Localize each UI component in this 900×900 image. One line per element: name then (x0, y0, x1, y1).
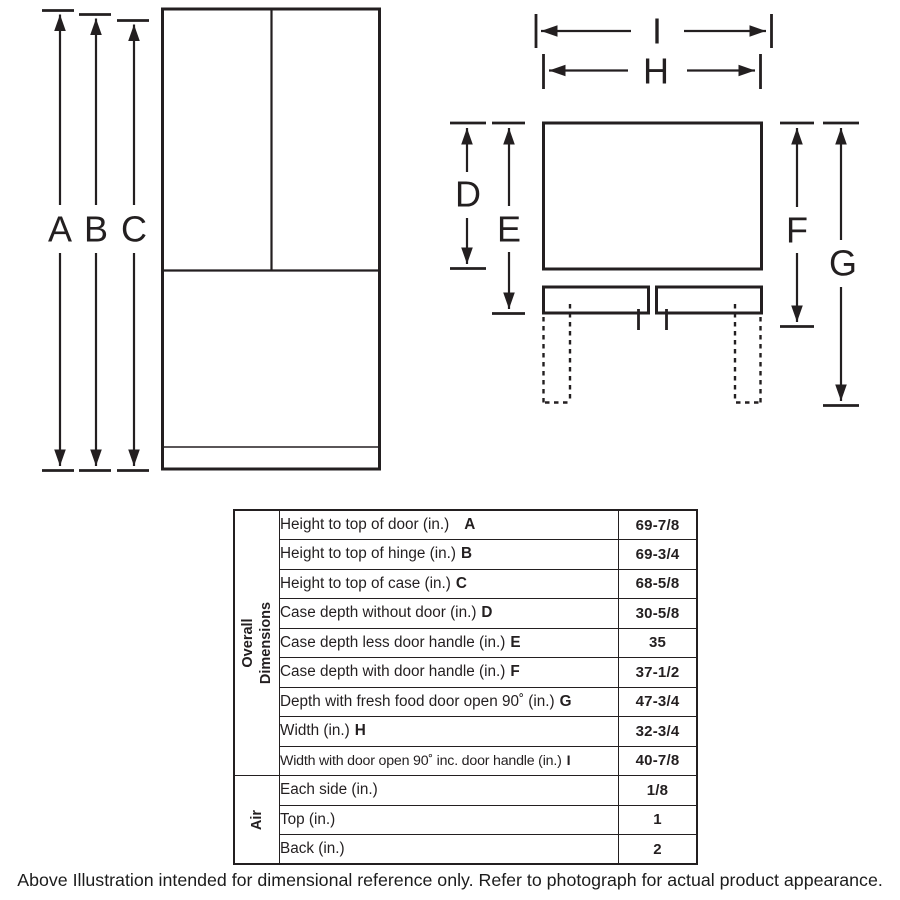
dimension-label-i: I (651, 10, 663, 52)
dimension-ref-letter: F (510, 663, 520, 681)
table-row (234, 628, 697, 658)
table-row (234, 540, 697, 570)
left-door-open-dashed (544, 304, 571, 403)
dimension-value-cell: 35 (619, 628, 698, 658)
dimension-ref-letter: G (559, 692, 572, 710)
dimension-desc: Height to top of hinge (in.) (280, 545, 457, 563)
table-row (234, 687, 697, 717)
dimension-value-cell: 69-7/8 (619, 510, 698, 540)
dimension-desc-cell (280, 717, 619, 747)
group-label-line2: Dimensions (258, 601, 274, 685)
group-cell-overall-dimensions (234, 510, 280, 776)
dimension-desc-cell (280, 776, 619, 806)
dimension-desc: Width with door open 90˚ inc. door handle (in.) (280, 752, 562, 769)
dimension-desc-cell (280, 658, 619, 688)
dimension-desc-cell (280, 628, 619, 658)
dimension-ref-letter: D (481, 604, 493, 622)
right-door-top-outline (657, 287, 762, 313)
dimension-desc: Width (in.) (280, 722, 350, 740)
dimension-value-cell: 47-3/4 (619, 687, 698, 717)
dimension-value-cell: 1 (619, 805, 698, 835)
dimension-label-f: F (786, 209, 808, 251)
group-label-air: Air (248, 809, 265, 830)
dimension-label-h: H (643, 50, 669, 92)
dimension-value-cell: 30-5/8 (619, 599, 698, 629)
table-row (234, 835, 697, 865)
dimension-ref-letter: E (510, 633, 521, 651)
group-label-line1: Overall (239, 618, 256, 668)
dimension-label-a: A (47, 208, 73, 250)
dimension-label-c: C (121, 208, 147, 250)
dimension-desc: Height to top of door (in.) (280, 516, 450, 533)
dimension-label-d: D (455, 173, 481, 215)
dimension-label-g: G (828, 242, 858, 284)
table-row (234, 569, 697, 599)
dimension-desc-cell (280, 540, 619, 570)
group-label-overall-dimensions (239, 602, 275, 684)
dimension-desc-cell (280, 569, 619, 599)
dimension-ref-letter: I (566, 752, 571, 769)
dimension-ref-letter: C (455, 574, 467, 592)
dimension-ref-letter: B (461, 545, 473, 563)
dimension-desc: Each side (in.) (280, 781, 378, 799)
dimension-value-cell: 37-1/2 (619, 658, 698, 688)
dimension-value-cell: 2 (619, 835, 698, 865)
table-row (234, 510, 697, 540)
table-row (234, 599, 697, 629)
case-top-outline (544, 123, 762, 269)
dimension-desc-cell (280, 510, 619, 540)
dimension-label-b: B (83, 208, 109, 250)
dimension-value-cell: 1/8 (619, 776, 698, 806)
dimension-label-e: E (496, 208, 522, 250)
top-view-diagram (450, 11, 859, 406)
dimension-desc: Top (in.) (280, 810, 336, 828)
footer-disclaimer: Above Illustration intended for dimensional reference only. Refer to photograph for actual product appearance. (17, 870, 883, 890)
dimension-desc: Depth with fresh food door open 90˚ (in.) (280, 692, 555, 710)
dimension-desc-cell (280, 746, 619, 776)
left-door-top-outline (544, 287, 649, 313)
dimension-ref-letter: A (464, 516, 476, 533)
dimension-desc: Case depth with door handle (in.) (280, 663, 506, 681)
table-row (234, 746, 697, 776)
right-door-open-dashed (735, 304, 761, 403)
dimensions-table-container (233, 509, 698, 865)
dimension-desc: Back (in.) (280, 840, 345, 857)
dimension-value-cell: 40-7/8 (619, 746, 698, 776)
dimension-desc-cell (280, 835, 619, 865)
dimension-ref-letter: H (354, 722, 366, 740)
table-row (234, 658, 697, 688)
dimension-desc-cell (280, 687, 619, 717)
dimension-desc: Height to top of case (in.) (280, 574, 451, 592)
dimension-desc: Case depth less door handle (in.) (280, 633, 506, 651)
front-view-diagram (42, 9, 380, 471)
dimension-value-cell: 68-5/8 (619, 569, 698, 599)
table-row (234, 805, 697, 835)
dimension-value-cell: 69-3/4 (619, 540, 698, 570)
table-row (234, 776, 697, 806)
dimensions-table (233, 509, 698, 865)
dimension-desc-cell (280, 599, 619, 629)
table-row (234, 717, 697, 747)
dimension-value-cell: 32-3/4 (619, 717, 698, 747)
group-cell-air (234, 776, 280, 865)
dimension-desc-cell (280, 805, 619, 835)
dimension-desc: Case depth without door (in.) (280, 604, 477, 622)
